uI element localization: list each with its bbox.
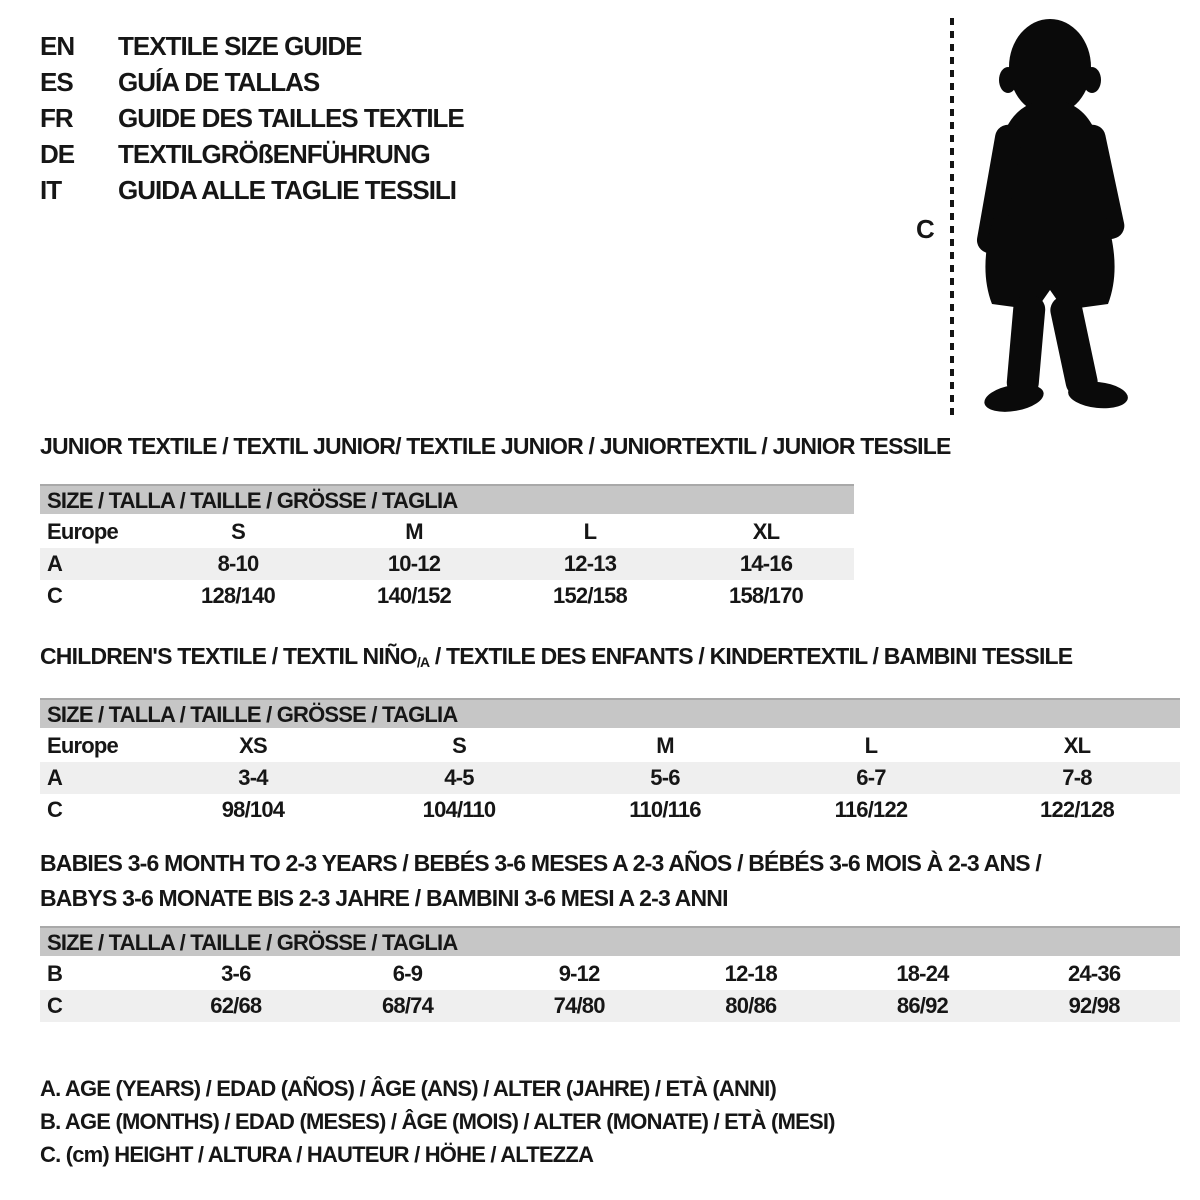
- children-size-table: [40, 730, 1180, 826]
- size-cell: 5-6: [650, 765, 680, 790]
- babies-size-header-bar: SIZE / TALLA / TAILLE / GRÖSSE / TAGLIA: [40, 926, 1180, 956]
- size-cell: 8-10: [217, 551, 259, 576]
- children-row-height: [40, 794, 1180, 826]
- size-cell: M: [405, 519, 423, 544]
- junior-size-table: [40, 516, 854, 612]
- size-cell: 4-5: [444, 765, 474, 790]
- row-label: A: [47, 765, 63, 790]
- size-cell: 110/116: [629, 797, 701, 822]
- lang-title-en: TEXTILE SIZE GUIDE: [118, 30, 362, 61]
- size-cell: 98/104: [221, 797, 285, 822]
- children-title-sub: /A: [416, 654, 430, 670]
- size-cell: 7-8: [1062, 765, 1092, 790]
- junior-size-header-bar: SIZE / TALLA / TAILLE / GRÖSSE / TAGLIA: [40, 484, 854, 514]
- junior-textile-section: [40, 433, 951, 612]
- size-cell: 6-9: [392, 961, 423, 986]
- babies-textile-section: [40, 846, 1180, 1022]
- size-cell: 86/92: [896, 993, 948, 1018]
- size-cell: 12-13: [563, 551, 617, 576]
- babies-size-table: [40, 958, 1180, 1022]
- lang-code-en: EN: [40, 30, 75, 61]
- children-title-pre: CHILDREN'S TEXTILE / TEXTIL NIÑO: [40, 643, 417, 669]
- row-label: B: [47, 961, 63, 986]
- legend-line-a: A. AGE (YEARS) / EDAD (AÑOS) / ÂGE (ANS) / ALTER (JAHRE) / ETÀ (ANNI): [40, 1076, 776, 1101]
- size-cell: 128/140: [201, 583, 275, 608]
- row-label: C: [47, 993, 63, 1018]
- row-label: C: [47, 797, 63, 822]
- size-cell: 3-6: [221, 961, 251, 986]
- lang-title-it: GUIDA ALLE TAGLIE TESSILI: [118, 174, 457, 205]
- size-cell: 3-4: [238, 765, 268, 790]
- row-label: Europe: [47, 733, 118, 758]
- size-cell: 122/128: [1040, 797, 1114, 822]
- children-row-europe: [40, 730, 1180, 762]
- junior-row-age: [40, 548, 854, 580]
- lang-code-es: ES: [40, 66, 73, 97]
- size-cell: 18-24: [896, 961, 949, 986]
- children-title-post: / TEXTILE DES ENFANTS / KINDERTEXTIL / BAMBINI TESSILE: [429, 643, 1073, 669]
- babies-row-height: [40, 990, 1180, 1022]
- size-cell: 104/110: [422, 797, 496, 822]
- children-row-age: [40, 762, 1180, 794]
- size-cell: L: [864, 733, 878, 758]
- size-cell: 116/122: [834, 797, 908, 822]
- measurement-legend: [40, 1072, 835, 1171]
- size-cell: 68/74: [381, 993, 434, 1018]
- size-cell: 24-36: [1068, 961, 1121, 986]
- size-cell: M: [656, 733, 674, 758]
- size-cell: 62/68: [210, 993, 262, 1018]
- legend-line-c: C. (cm) HEIGHT / ALTURA / HAUTEUR / HÖHE / ALTEZZA: [40, 1142, 594, 1167]
- size-cell: XL: [1063, 733, 1091, 758]
- junior-row-height: [40, 580, 854, 612]
- language-title-block: [40, 28, 464, 208]
- size-cell: L: [583, 519, 597, 544]
- lang-code-it: IT: [40, 174, 62, 205]
- lang-code-fr: FR: [40, 102, 73, 133]
- row-label: A: [47, 551, 63, 576]
- size-cell: XS: [239, 733, 267, 758]
- size-cell: 74/80: [553, 993, 605, 1018]
- babies-section-title: [40, 846, 1180, 916]
- babies-title-line2: BABYS 3-6 MONATE BIS 2-3 JAHRE / BAMBINI 3-6 MESI A 2-3 ANNI: [40, 885, 728, 911]
- size-cell: 14-16: [739, 551, 793, 576]
- size-cell: 140/152: [377, 583, 451, 608]
- lang-row-de: [40, 136, 464, 172]
- size-cell: 12-18: [724, 961, 777, 986]
- size-cell: 6-7: [856, 765, 886, 790]
- size-cell: 9-12: [558, 961, 600, 986]
- size-cell: 158/170: [729, 583, 803, 608]
- row-label: Europe: [47, 519, 118, 544]
- size-cell: 152/158: [553, 583, 627, 608]
- babies-row-months: [40, 958, 1180, 990]
- junior-row-europe: [40, 516, 854, 548]
- lang-title-de: TEXTILGRÖßENFÜHRUNG: [118, 138, 430, 169]
- size-cell: 80/86: [725, 993, 777, 1018]
- size-cell: S: [452, 733, 466, 758]
- children-textile-section: [40, 644, 1180, 826]
- row-label: C: [47, 583, 63, 608]
- lang-row-en: [40, 28, 464, 64]
- lang-title-fr: GUIDE DES TAILLES TEXTILE: [118, 102, 464, 133]
- toddler-silhouette-icon: [958, 12, 1143, 414]
- size-cell: 92/98: [1068, 993, 1120, 1018]
- size-cell: 10-12: [387, 551, 441, 576]
- lang-row-fr: [40, 100, 464, 136]
- lang-row-it: [40, 172, 464, 208]
- lang-code-de: DE: [40, 138, 75, 169]
- lang-row-es: [40, 64, 464, 100]
- junior-section-title: JUNIOR TEXTILE / TEXTIL JUNIOR/ TEXTILE JUNIOR / JUNIORTEXTIL / JUNIOR TESSILE: [40, 433, 951, 459]
- height-measure-dashed-line: [950, 18, 954, 416]
- children-size-header-bar: SIZE / TALLA / TAILLE / GRÖSSE / TAGLIA: [40, 698, 1180, 728]
- babies-title-line1: BABIES 3-6 MONTH TO 2-3 YEARS / BEBÉS 3-6 MESES A 2-3 AÑOS / BÉBÉS 3-6 MOIS À 2-3 ANS /: [40, 850, 1042, 876]
- legend-line-b: B. AGE (MONTHS) / EDAD (MESES) / ÂGE (MOIS) / ALTER (MONATE) / ETÀ (MESI): [40, 1109, 835, 1134]
- lang-title-es: GUÍA DE TALLAS: [118, 66, 320, 97]
- height-measure-label: C: [916, 214, 935, 244]
- size-cell: S: [231, 519, 245, 544]
- size-cell: XL: [752, 519, 780, 544]
- children-section-title: [40, 644, 1180, 675]
